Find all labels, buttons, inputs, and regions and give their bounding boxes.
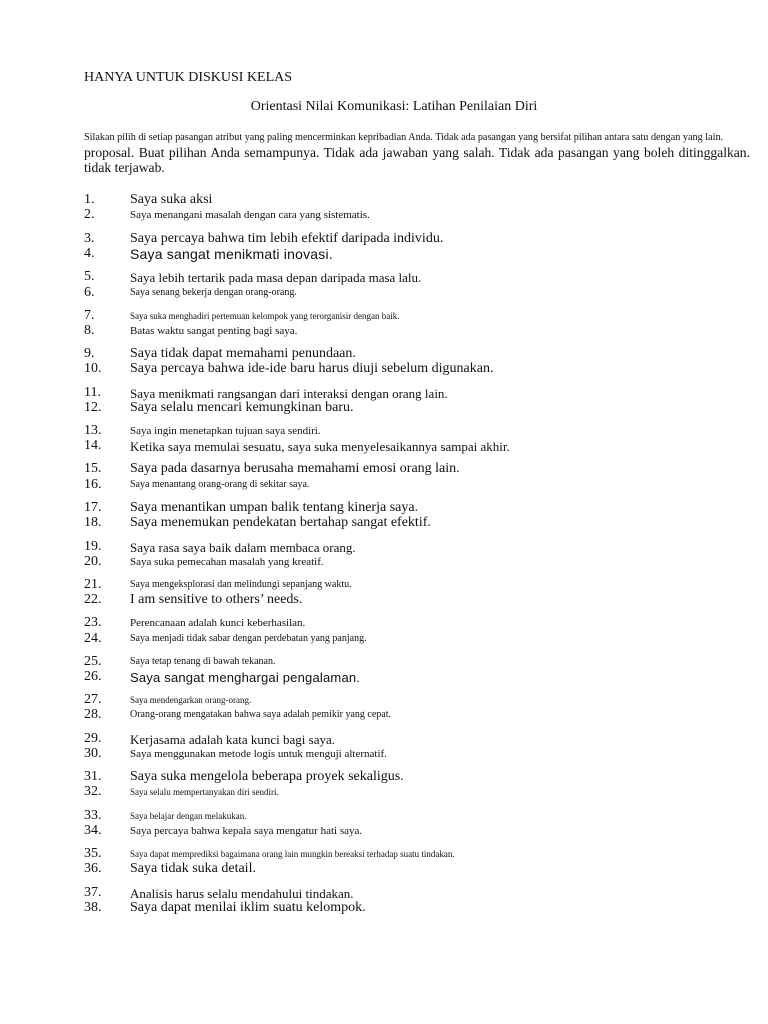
statement-number: 14. bbox=[84, 438, 102, 453]
statement-text: Saya menemukan pendekatan bertahap sangat efektif. bbox=[130, 515, 431, 530]
statement-number: 17. bbox=[84, 500, 102, 515]
statement-number: 24. bbox=[84, 631, 102, 646]
statement-number: 19. bbox=[84, 539, 102, 554]
statement-text: Saya menantang orang-orang di sekitar saya. bbox=[130, 479, 310, 490]
statement-number: 37. bbox=[84, 885, 102, 900]
statement-number: 7. bbox=[84, 308, 95, 323]
statement-text: Saya menantikan umpan balik tentang kinerja saya. bbox=[130, 500, 419, 515]
statement-text: Saya sangat menikmati inovasi. bbox=[130, 246, 333, 262]
statement-text: Saya suka pemecahan masalah yang kreatif. bbox=[130, 556, 324, 568]
statement-text: Saya menangani masalah dengan cara yang sistematis. bbox=[130, 209, 370, 221]
statement-number: 13. bbox=[84, 423, 102, 438]
page-header: HANYA UNTUK DISKUSI KELAS bbox=[84, 70, 293, 85]
statement-text: Saya mengeksplorasi dan melindungi sepanjang waktu. bbox=[130, 579, 352, 590]
statement-text: Saya percaya bahwa tim lebih efektif daripada individu. bbox=[130, 231, 444, 246]
statement-number: 2. bbox=[84, 207, 95, 222]
statement-number: 27. bbox=[84, 692, 102, 707]
statement-number: 26. bbox=[84, 669, 102, 684]
statement-text: Saya tidak dapat memahami penundaan. bbox=[130, 346, 356, 361]
statement-number: 10. bbox=[84, 361, 102, 376]
statement-text: Saya tidak suka detail. bbox=[130, 861, 256, 876]
statement-number: 21. bbox=[84, 577, 102, 592]
statement-text: I am sensitive to others’ needs. bbox=[130, 592, 303, 607]
statement-text: Saya dapat menilai iklim suatu kelompok. bbox=[130, 900, 366, 915]
statement-number: 4. bbox=[84, 246, 95, 261]
statement-number: 8. bbox=[84, 323, 95, 338]
statement-number: 15. bbox=[84, 461, 102, 476]
statement-text: Saya tetap tenang di bawah tekanan. bbox=[130, 656, 276, 667]
instructions-line-2: proposal. Buat pilihan Anda semampunya. Tidak ada jawaban yang salah. Tidak ada pasangan yang boleh ditinggalkan. tidak terjawab. bbox=[84, 145, 750, 175]
statement-text: Kerjasama adalah kata kunci bagi saya. bbox=[130, 732, 336, 747]
statement-number: 22. bbox=[84, 592, 102, 607]
statement-text: Saya percaya bahwa ide-ide baru harus diuji sebelum digunakan. bbox=[130, 361, 494, 376]
statement-number: 29. bbox=[84, 731, 102, 746]
statement-number: 31. bbox=[84, 769, 102, 784]
statement-text: Saya belajar dengan melakukan. bbox=[130, 811, 247, 821]
statement-number: 28. bbox=[84, 707, 102, 722]
statement-text: Analisis harus selalu mendahului tindakan. bbox=[130, 886, 354, 901]
statement-text: Saya selalu mencari kemungkinan baru. bbox=[130, 400, 354, 415]
statement-number: 11. bbox=[84, 385, 101, 400]
statement-text: Ketika saya memulai sesuatu, saya suka menyelesaikannya sampai akhir. bbox=[130, 439, 510, 454]
statement-number: 5. bbox=[84, 269, 95, 284]
statement-text: Orang-orang mengatakan bahwa saya adalah pemikir yang cepat. bbox=[130, 709, 391, 720]
statement-number: 23. bbox=[84, 615, 102, 630]
statement-number: 33. bbox=[84, 808, 102, 823]
statement-number: 35. bbox=[84, 846, 102, 861]
statement-text: Saya menjadi tidak sabar dengan perdebatan yang panjang. bbox=[130, 633, 367, 644]
statement-number: 25. bbox=[84, 654, 102, 669]
statement-text: Saya dapat memprediksi bagaimana orang lain mungkin bereaksi terhadap suatu tindakan. bbox=[130, 849, 455, 859]
statement-text: Saya menggunakan metode logis untuk menguji alternatif. bbox=[130, 748, 387, 760]
statement-number: 18. bbox=[84, 515, 102, 530]
statement-number: 38. bbox=[84, 900, 102, 915]
statement-number: 12. bbox=[84, 400, 102, 415]
statement-text: Saya mendengarkan orang-orang. bbox=[130, 695, 252, 705]
statement-text: Perencanaan adalah kunci keberhasilan. bbox=[130, 617, 306, 629]
statement-number: 3. bbox=[84, 231, 95, 246]
statement-number: 6. bbox=[84, 285, 95, 300]
statement-text: Saya suka mengelola beberapa proyek sekaligus. bbox=[130, 769, 404, 784]
statement-number: 32. bbox=[84, 784, 102, 799]
statement-text: Saya percaya bahwa kepala saya mengatur hati saya. bbox=[130, 825, 363, 837]
statement-number: 20. bbox=[84, 554, 102, 569]
statement-text: Saya senang bekerja dengan orang-orang. bbox=[130, 287, 297, 298]
statement-text: Saya suka aksi bbox=[130, 192, 213, 207]
statement-text: Saya lebih tertarik pada masa depan daripada masa lalu. bbox=[130, 270, 422, 285]
statement-number: 1. bbox=[84, 192, 95, 207]
page-title: Orientasi Nilai Komunikasi: Latihan Penilaian Diri bbox=[250, 99, 538, 114]
statement-number: 16. bbox=[84, 477, 102, 492]
statement-text: Saya ingin menetapkan tujuan saya sendiri. bbox=[130, 425, 321, 437]
statement-text: Saya pada dasarnya berusaha memahami emosi orang lain. bbox=[130, 461, 460, 476]
statement-number: 34. bbox=[84, 823, 102, 838]
statement-text: Batas waktu sangat penting bagi saya. bbox=[130, 325, 298, 337]
statement-text: Saya suka menghadiri pertemuan kelompok yang terorganisir dengan baik. bbox=[130, 311, 400, 321]
statement-number: 30. bbox=[84, 746, 102, 761]
statement-number: 36. bbox=[84, 861, 102, 876]
instructions-line-1: Silakan pilih di setiap pasangan atribut yang paling mencerminkan kepribadian Anda. Tidak ada pasangan yang bersifat pilihan antara satu dengan yang lain. bbox=[84, 132, 724, 143]
statement-text: Saya rasa saya baik dalam membaca orang. bbox=[130, 540, 356, 555]
statement-number: 9. bbox=[84, 346, 95, 361]
statement-text: Saya selalu mempertanyakan diri sendiri. bbox=[130, 787, 279, 797]
statement-text: Saya menikmati rangsangan dari interaksi dengan orang lain. bbox=[130, 386, 448, 401]
statement-text: Saya sangat menghargai pengalaman. bbox=[130, 670, 361, 685]
